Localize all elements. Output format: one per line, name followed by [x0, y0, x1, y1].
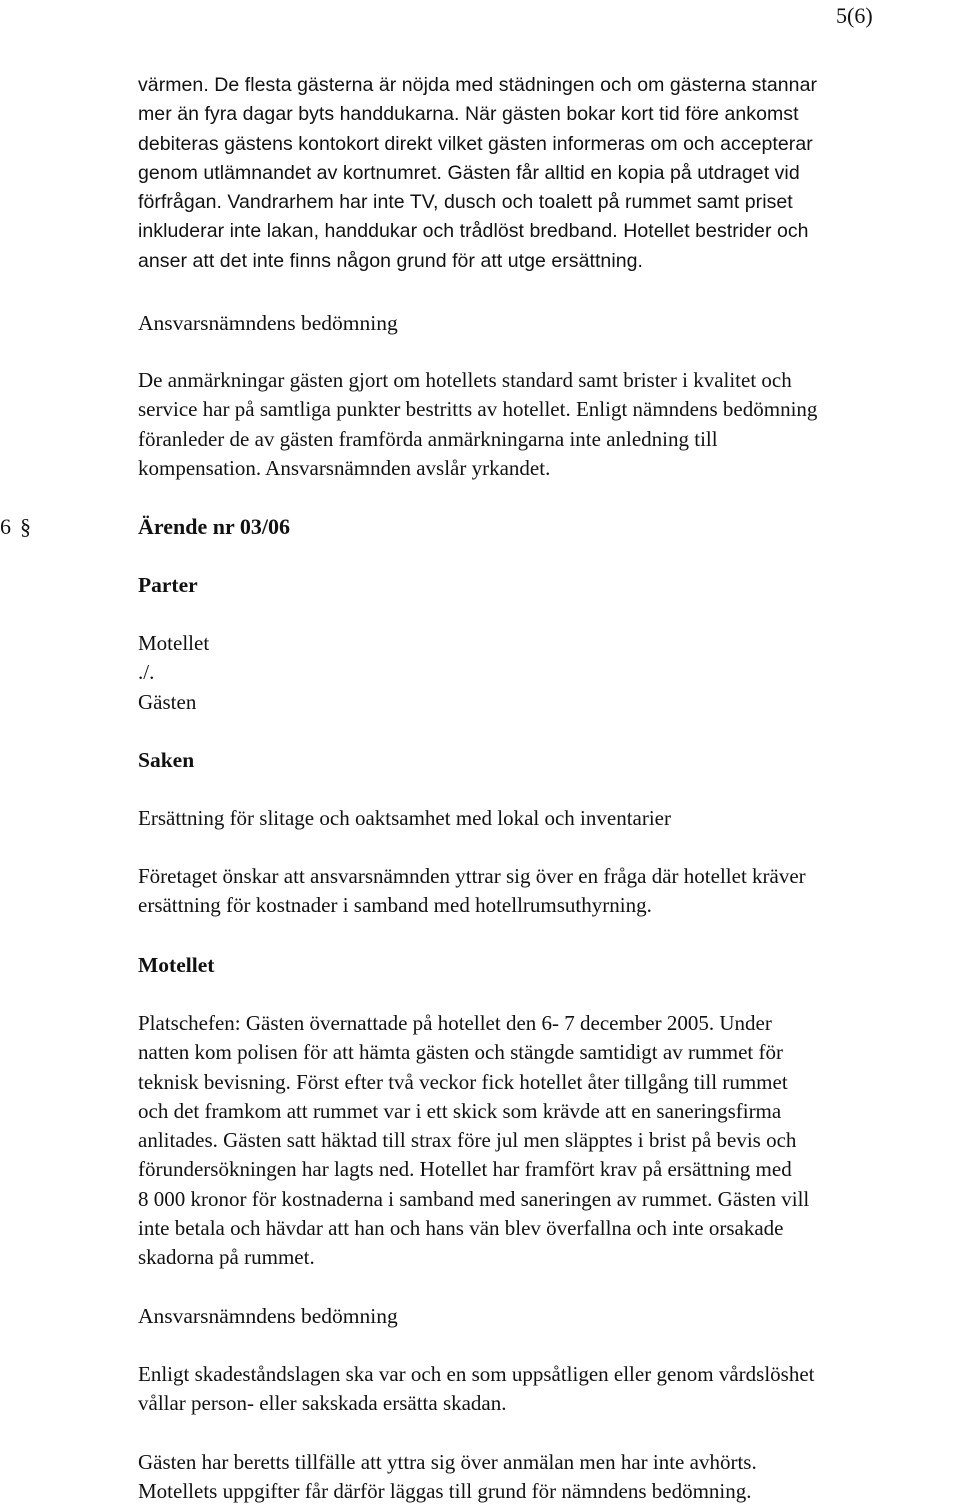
section-sign: § — [20, 514, 31, 539]
company-request-paragraph — [138, 862, 960, 921]
party-separator: ./. — [138, 660, 155, 685]
intro-line: genom utlämnandet av kortnumret. Gästen får alltid en kopia på utdraget vid — [138, 161, 800, 184]
intro-line: värmen. De flesta gästerna är nöjda med städningen och om gästerna stannar — [138, 74, 818, 96]
motel-line: inte betala och hävdar att han och hans vän blev överfallna och inte orsakade — [138, 1216, 784, 1241]
parties-list — [138, 629, 960, 717]
motel-line: Platschefen: Gästen övernattade på hotellet den 6- 7 december 2005. Under — [138, 1011, 772, 1035]
intro-line: inkluderar inte lakan, handdukar och trådlöst bredband. Hotellet bestrider och — [138, 220, 809, 243]
motel-line: förundersökningen har lagts ned. Hotellet har framfört krav på ersättning med — [138, 1157, 792, 1182]
parties-heading: Parter — [138, 573, 198, 597]
matter-line: Ersättning för slitage och oaktsamhet med lokal och inventarier — [138, 806, 671, 830]
intro-paragraph — [138, 71, 960, 276]
party-motel: Motellet — [138, 631, 210, 655]
party-guest: Gästen — [138, 689, 197, 714]
assessment-paragraph — [138, 366, 960, 483]
assessment-line: Enligt skadeståndslagen ska var och en som uppsåtligen eller genom vårdslöshet — [138, 1362, 815, 1386]
case-title: Ärende nr 03/06 — [138, 514, 290, 539]
assessment-line: kompensation. Ansvarsnämnden avslår yrkandet. — [138, 455, 551, 480]
assessment-paragraph-2 — [138, 1360, 960, 1419]
company-request-line: ersättning för kostnader i samband med hotellrumsuthyrning. — [138, 893, 652, 918]
motel-heading: Motellet — [138, 953, 215, 977]
page-number: 5(6) — [836, 3, 873, 28]
assessment-line: service har på samtliga punkter bestritts av hotellet. Enligt nämndens bedömning — [138, 397, 818, 422]
intro-line: debiteras gästens kontokort direkt vilket gästen informeras om och accepterar — [138, 132, 813, 155]
assessment-heading-2: Ansvarsnämndens bedömning — [138, 1304, 398, 1328]
closing-line: Gästen har beretts tillfälle att yttra sig över anmälan men har inte avhörts. — [138, 1450, 757, 1474]
motel-line: och det framkom att rummet var i ett skick som krävde att en saneringsfirma — [138, 1098, 782, 1123]
intro-line: förfrågan. Vandrarhem har inte TV, dusch och toalett på rummet samt priset — [138, 191, 793, 214]
closing-paragraph — [138, 1448, 960, 1507]
assessment-heading: Ansvarsnämndens bedömning — [138, 311, 398, 335]
motel-line: teknisk bevisning. Först efter två veckor fick hotellet åter tillgång till rummet — [138, 1069, 788, 1094]
motel-line: skadorna på rummet. — [138, 1245, 315, 1270]
intro-line: mer än fyra dagar byts handdukarna. När gästen bokar kort tid före ankomst — [138, 103, 799, 126]
assessment-line: föranleder de av gästen framförda anmärkningarna inte anledning till — [138, 426, 718, 451]
matter-heading: Saken — [138, 748, 195, 772]
matter-text — [138, 804, 960, 833]
closing-line: Motellets uppgifter får därför läggas till grund för nämndens bedömning. — [138, 1479, 752, 1504]
motel-line: natten kom polisen för att hämta gästen och stängde samtidigt av rummet för — [138, 1040, 784, 1065]
motel-line: 8 000 kronor för kostnaderna i samband med saneringen av rummet. Gästen vill — [138, 1186, 810, 1211]
assessment-line: De anmärkningar gästen gjort om hotellets standard samt brister i kvalitet och — [138, 368, 792, 392]
motel-line: anlitades. Gästen satt häktad till strax före jul men släpptes i brist på bevis och — [138, 1128, 797, 1153]
company-request-line: Företaget önskar att ansvarsnämnden yttrar sig över en fråga där hotellet kräver — [138, 864, 806, 888]
case-number: 6 — [0, 514, 11, 539]
assessment-line: vållar person- eller sakskada ersätta skadan. — [138, 1391, 507, 1416]
intro-line: anser att det inte finns någon grund för att utge ersättning. — [138, 249, 643, 272]
motel-statement — [138, 1009, 960, 1273]
